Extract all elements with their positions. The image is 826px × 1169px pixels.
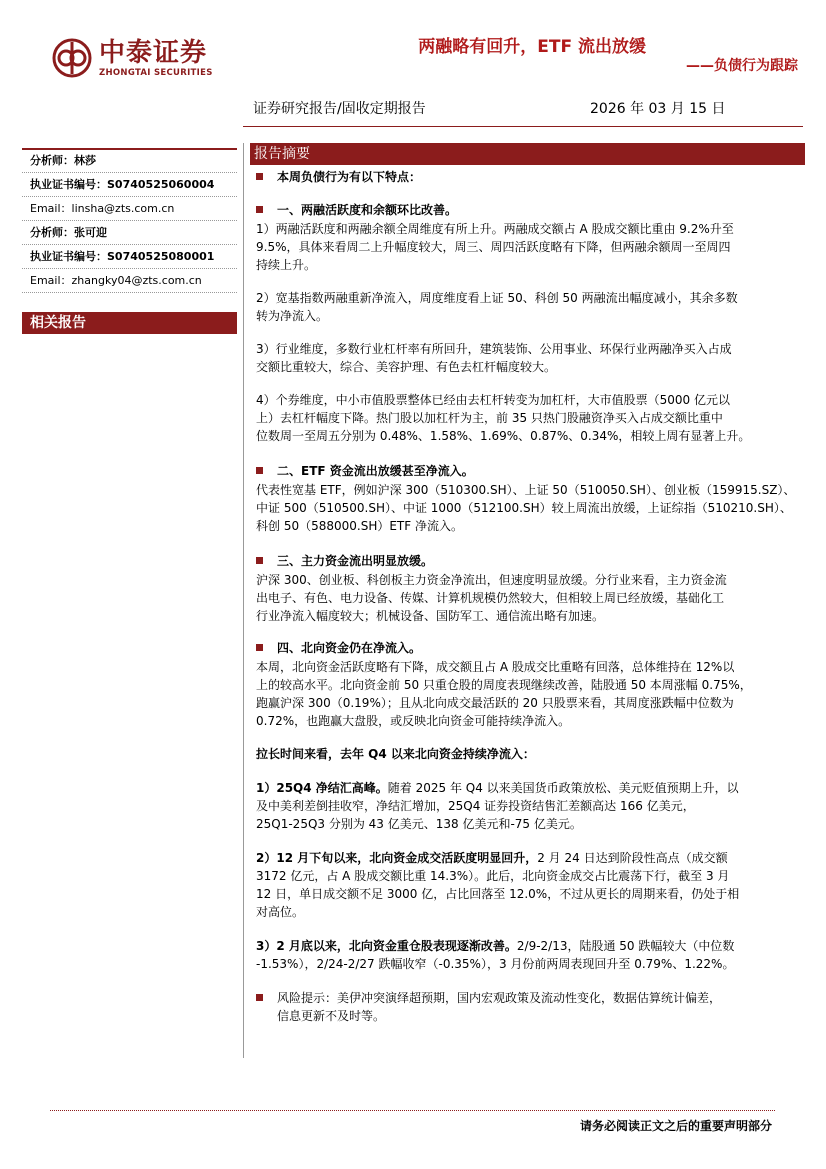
paragraph-line: 跑赢沪深 300（0.19%）；且从北向成交最活跃的 20 只股票来看，其周度涨跌幅中位数为	[256, 696, 734, 710]
report-title: 两融略有回升，ETF 流出放缓	[418, 37, 646, 57]
square-bullet-icon	[256, 206, 263, 213]
square-bullet-icon	[256, 173, 263, 180]
square-bullet-icon	[256, 994, 263, 1001]
section-4-title: 四、北向资金仍在净流入。	[256, 639, 421, 658]
report-date: 2026 年 03 月 15 日	[590, 101, 726, 117]
summary-header-bar	[250, 143, 805, 165]
paragraph-line: 3）行业维度，多数行业杠杆率有所回升，建筑装饰、公用事业、环保行业两融净买入占成	[256, 342, 732, 356]
sidebar-divider	[22, 220, 237, 221]
summary-intro: 本周负债行为有以下特点：	[256, 168, 421, 187]
section-1-title: 一、两融活跃度和余额环比改善。	[256, 201, 457, 220]
paragraph-line: 0.72%，也跑赢大盘股，或反映北向资金可能持续净流入。	[256, 714, 571, 728]
square-bullet-icon	[256, 644, 263, 651]
report-type: 证券研究报告/固收定期报告	[253, 101, 426, 117]
paragraph-line: 中证 500（510500.SH）、中证 1000（512100.SH）较上周流出放缓，上证综指（510210.SH）、	[256, 501, 792, 515]
paragraph-line: 对高位。	[256, 905, 305, 919]
sidebar-divider	[22, 292, 237, 293]
paragraph-line: 上的较高水平。北向资金前 50 只重仓股的周度表现继续改善，陆股通 50 本周涨幅 0.75%，	[256, 678, 752, 692]
paragraph-line: 3172 亿元，占 A 股成交额比重 14.3%）。此后，北向资金成交占比震荡下行，截至 3 月	[256, 869, 730, 883]
paragraph-line: -1.53%），2/24-2/27 跌幅收窄（-0.35%），3 月份前两周表现回升至 0.79%、1.22%。	[256, 957, 735, 971]
sidebar-top-divider	[22, 148, 237, 150]
square-bullet-icon	[256, 557, 263, 564]
sidebar-divider	[22, 196, 237, 197]
analyst1-email[interactable]: Email：linsha@zts.com.cn	[30, 202, 175, 215]
paragraph-line: 沪深 300、创业板、科创板主力资金净流出，但速度明显放缓。分行业来看，主力资金流	[256, 573, 727, 587]
footer-divider	[50, 1110, 775, 1111]
paragraph-line: 持续上升。	[256, 258, 317, 272]
paragraph-line: 3）2 月底以来，北向资金重仓股表现逐渐改善。2/9-2/13，陆股通 50 跌幅较大（中位数	[256, 939, 735, 953]
column-divider	[243, 143, 244, 1058]
paragraph-line: 上）去杠杆幅度下降。热门股以加杠杆为主，前 35 只热门股融资净买入占成交额比重中	[256, 411, 723, 425]
paragraph-line: 交额比重较大，综合、美容护理、有色去杠杆幅度较大。	[256, 360, 557, 374]
section-2-title: 二、ETF 资金流出放缓甚至净流入。	[256, 462, 474, 481]
header-divider	[243, 126, 803, 127]
sidebar-divider	[22, 244, 237, 245]
paragraph-line: 9.5%，具体来看周二上升幅度较大，周三、周四活跃度略有下降，但两融余额周一至周四	[256, 240, 731, 254]
summary-title: 报告摘要	[254, 146, 310, 162]
paragraph-line: 2）宽基指数两融重新净流入，周度维度看上证 50、科创 50 两融流出幅度减小，其余多数	[256, 291, 738, 305]
paragraph-line: 12 日，单日成交额不足 3000 亿，占比回落至 12.0%，不过从更长的周期来看，仍处于相	[256, 887, 740, 901]
paragraph-line: 出电子、有色、电力设备、传媒、计算机规模仍然较大，但相较上周已经放缓，基础化工	[256, 591, 725, 605]
risk-warning-line2: 信息更新不及时等。	[277, 1009, 386, 1023]
paragraph-line: 转为净流入。	[256, 309, 329, 323]
zhongtai-logo-icon	[52, 38, 92, 78]
paragraph-line: 及中美利差倒挂收窄，净结汇增加，25Q4 证券投资结售汇差额高达 166 亿美元，	[256, 799, 695, 813]
section-3-title: 三、主力资金流出明显放缓。	[256, 552, 433, 571]
risk-warning: 风险提示：美伊冲突演绎超预期，国内宏观政策及流动性变化，数据估算统计偏差，	[256, 989, 721, 1008]
paragraph-line: 本周，北向资金活跃度略有下降，成交额且占 A 股成交比重略有回落，总体维持在 12%以	[256, 660, 735, 674]
analyst2-name: 分析师：张可迎	[30, 226, 107, 239]
paragraph-line: 4）个券维度，中小市值股票整体已经由去杠杆转变为加杠杆，大市值股票（5000 亿元以	[256, 393, 730, 407]
paragraph-line: 科创 50（588000.SH）ETF 净流入。	[256, 519, 463, 533]
footer-notice: 请务必阅读正文之后的重要声明部分	[579, 1119, 772, 1133]
report-subtitle: ——负债行为跟踪	[686, 58, 798, 74]
analyst1-name: 分析师：林莎	[30, 154, 96, 167]
paragraph-line: 行业净流入幅度较大；机械设备、国防军工、通信流出略有加速。	[256, 609, 605, 623]
paragraph-line: 25Q1-25Q3 分别为 43 亿美元、138 亿美元和-75 亿美元。	[256, 817, 582, 831]
paragraph-line: 2）12 月下旬以来，北向资金成交活跃度明显回升，2 月 24 日达到阶段性高点（成交额	[256, 851, 728, 865]
paragraph-line: 1）两融活跃度和两融余额全周维度有所上升。两融成交额占 A 股成交额比重由 9.2%升至	[256, 222, 734, 236]
paragraph-line: 1）25Q4 净结汇高峰。随着 2025 年 Q4 以来美国货币政策放松、美元贬值预期上升，以	[256, 781, 739, 795]
paragraph-line: 代表性宽基 ETF，例如沪深 300（510300.SH）、上证 50（510050.SH）、创业板（159915.SZ）、	[256, 483, 796, 497]
sidebar-divider	[22, 268, 237, 269]
analyst2-email[interactable]: Email：zhangky04@zts.com.cn	[30, 274, 202, 287]
analyst2-cert: 执业证书编号：S0740525080001	[30, 250, 215, 263]
logo-text-cn: 中泰证券	[99, 38, 208, 68]
analyst1-cert: 执业证书编号：S0740525060004	[30, 178, 215, 191]
logo-text-en: ZHONGTAI SECURITIES	[99, 68, 213, 78]
related-reports-title: 相关报告	[30, 315, 86, 331]
sidebar-divider	[22, 172, 237, 173]
paragraph-line: 位数周一至周五分别为 0.48%、1.58%、1.69%、0.87%、0.34%，相较上周有显著上升。	[256, 429, 751, 443]
square-bullet-icon	[256, 467, 263, 474]
long-term-title: 拉长时间来看，去年 Q4 以来北向资金持续净流入：	[256, 747, 535, 761]
